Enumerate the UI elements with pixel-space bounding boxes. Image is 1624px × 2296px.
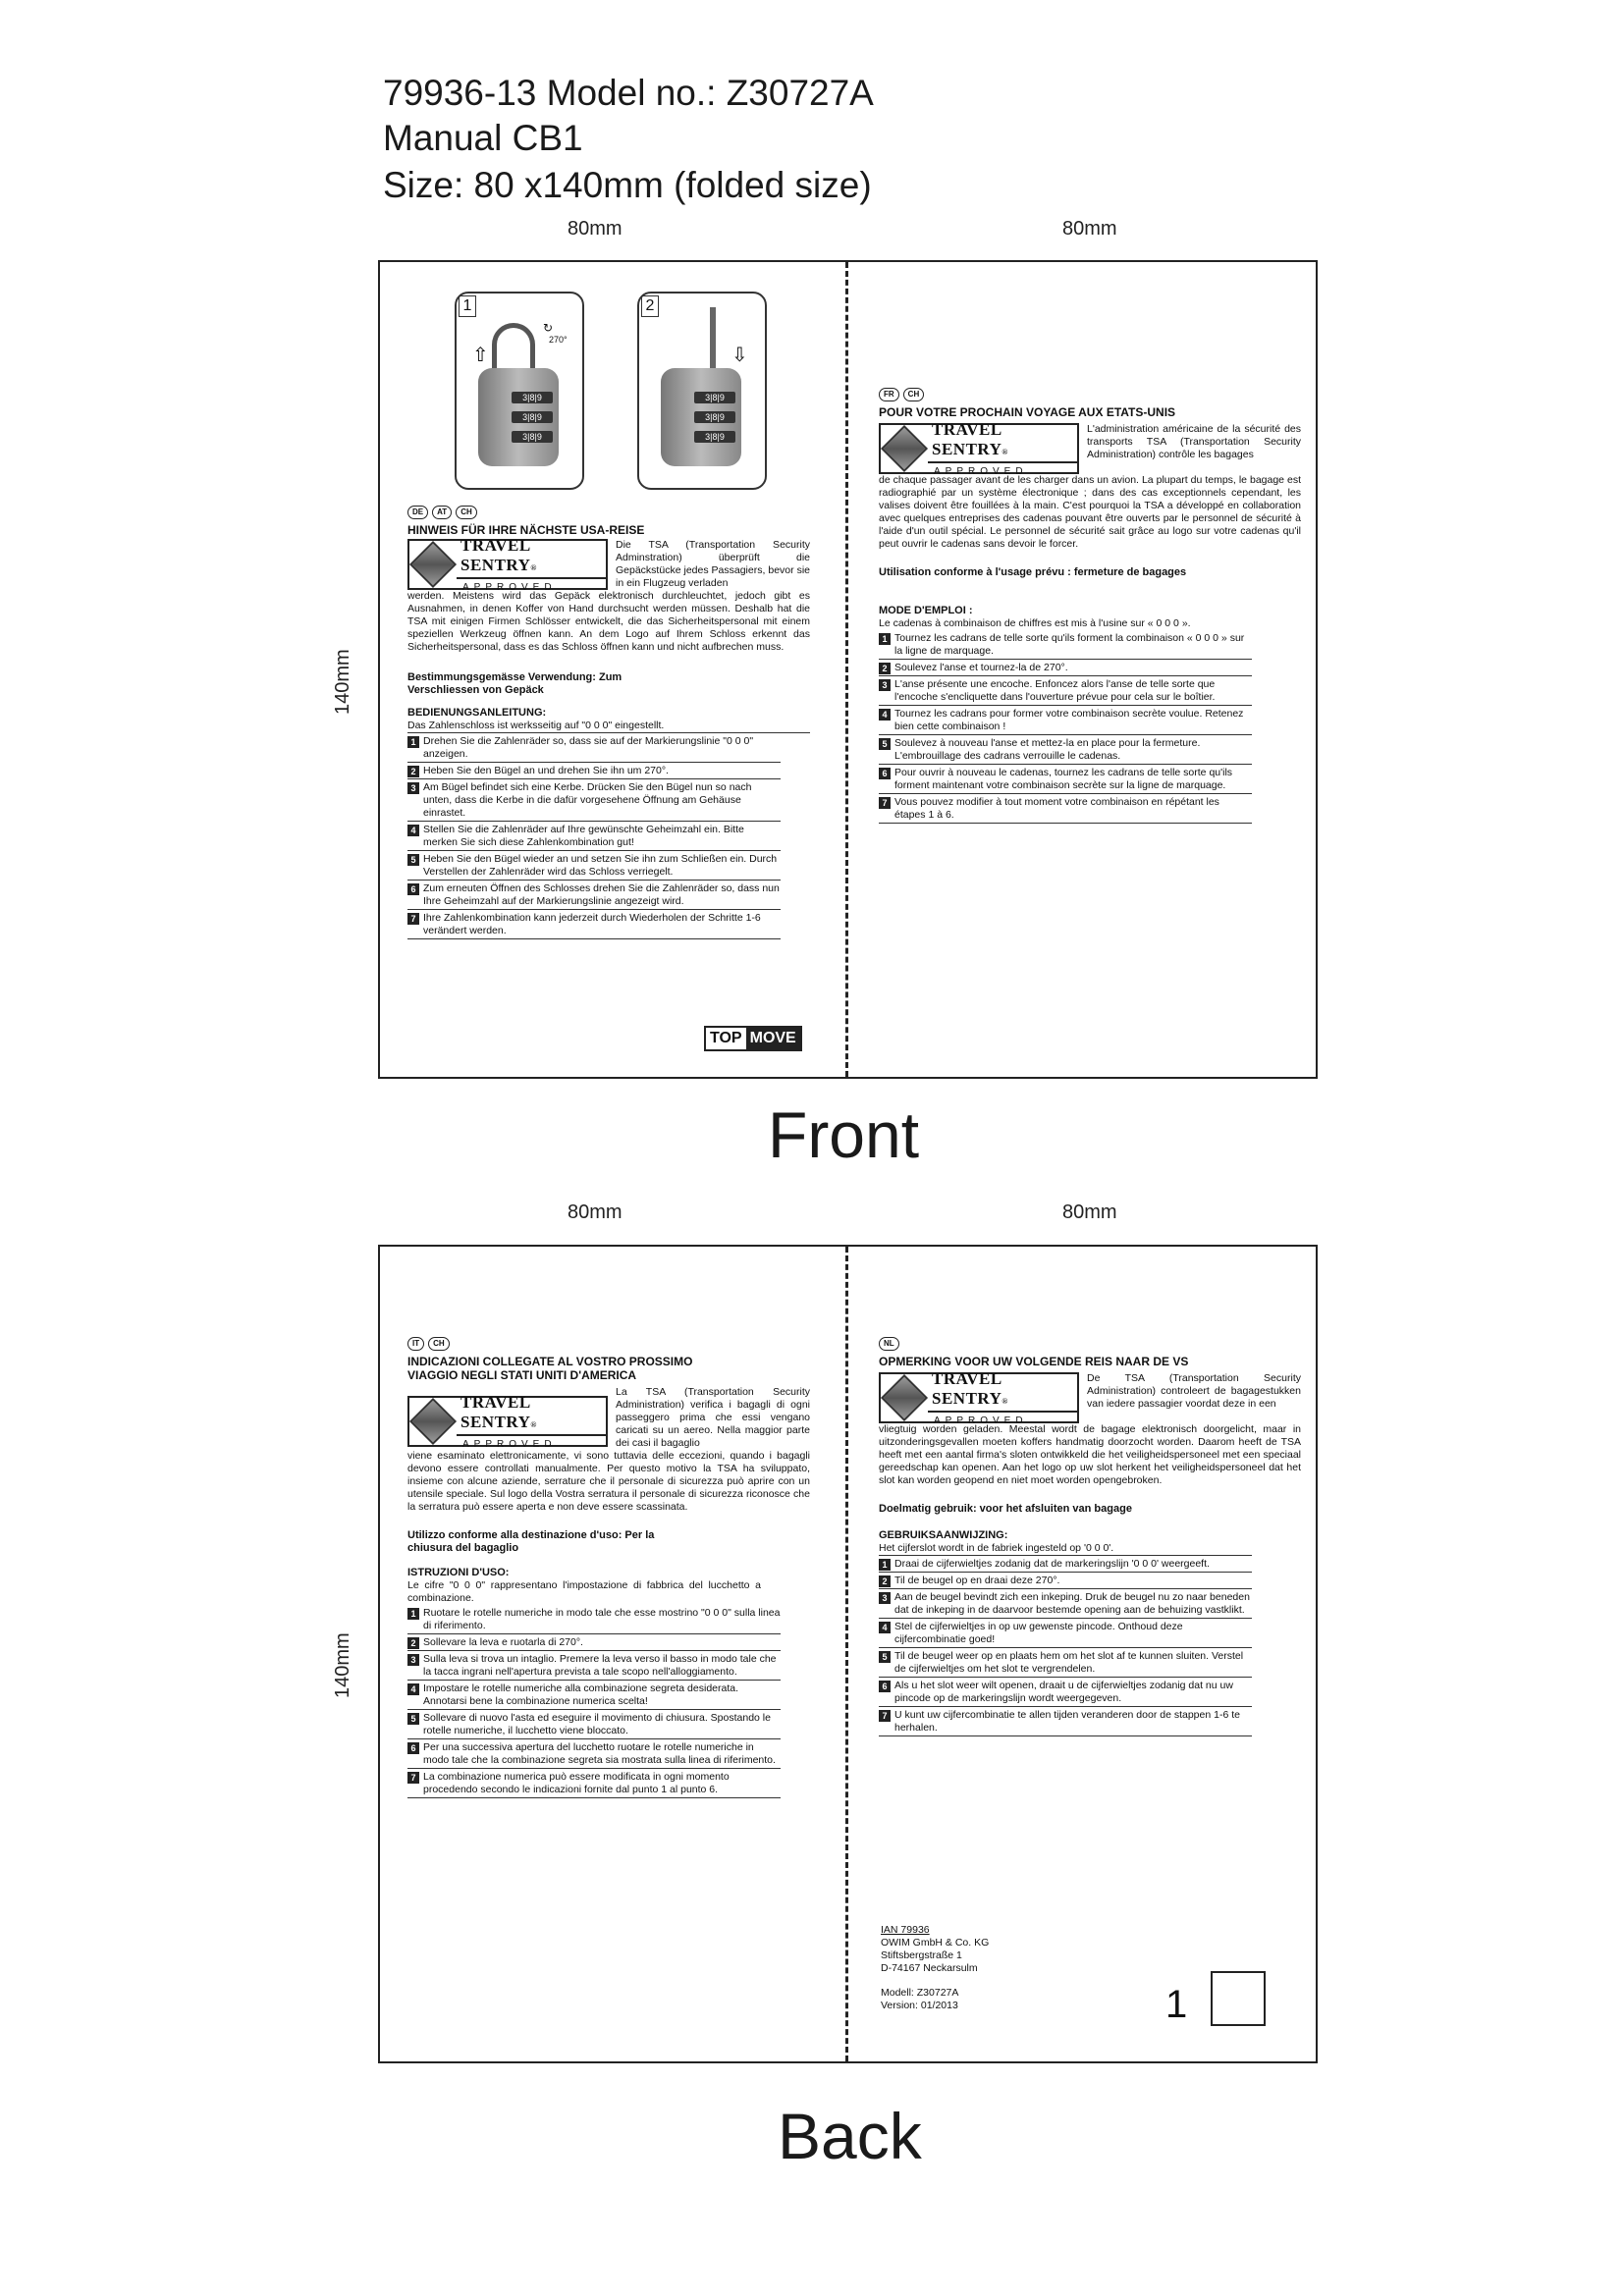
step-item: 5 Til de beugel weer op en plaats hem om het slot af te kunnen sluiten. Verstel de cijferwieltjes om het slot te vergrendelen.: [879, 1650, 1252, 1678]
travel-sentry-logo: [879, 419, 1079, 477]
step-item: 5 Heben Sie den Bügel wieder an und setzen Sie ihn zum Schließen ein. Durch Verstellen der Zahlenräder wird das Schloss verriegelt.: [407, 853, 781, 881]
travel-sentry-logo: [407, 535, 608, 593]
page-number: 1: [1165, 1983, 1188, 2026]
usage-text: Bestimmungsgemässe Verwendung: Zum Verschliessen von Gepäck: [407, 671, 623, 696]
figure-number: 2: [641, 295, 659, 317]
section-fr: [879, 388, 1301, 826]
steps-list: [879, 1558, 1252, 1736]
step-text: Ihre Zahlenkombination kann jederzeit durch Wiederholen der Schritte 1-6 verändert werden.: [423, 912, 761, 936]
step-text: Stel de cijferwieltjes in op uw gewenste pincode. Onthoud deze cijfercombinatie goed!: [894, 1621, 1183, 1645]
intro-body: de chaque passager avant de les charger dans un avion. La plupart du temps, le bagage est radiographié par un système électronique ; dans des cas exceptionnels cependant, les valises doivent être fouillées à la main. C'est pourquoi la TSA a développé en collaboration avec quelques entreprises des cadenas pouvant être ouverts par le personnel de sécurité à l'aide d'un outil spécial. Le personnel de sécurité sait grâce au logo sur votre cadenas qu'il peut ouvrir le cadenas sans devoir le forcer.: [879, 474, 1301, 550]
steps-list: [407, 1607, 781, 1798]
country-badge: IT: [407, 1337, 424, 1351]
section-it: [407, 1337, 810, 1800]
width-dim-right-back: 80mm: [1062, 1201, 1117, 1223]
logo-text: TRAVEL SENTRY: [460, 1392, 531, 1431]
steps-list: [407, 735, 781, 939]
logo-approved: APPROVED: [934, 465, 1028, 477]
step-text: Stellen Sie die Zahlenräder auf Ihre gewünschte Geheimzahl ein. Bitte merken Sie sich diese Zahlenkombination gut!: [423, 824, 744, 848]
width-dim-left-back: 80mm: [568, 1201, 623, 1223]
width-dim-left-front: 80mm: [568, 218, 623, 240]
step-item: 1 Tournez les cadrans de telle sorte qu'ils forment la combinaison « 0 0 0 » sur la ligne de marquage.: [879, 632, 1252, 660]
step-item: 2 Til de beugel op en draai deze 270°.: [879, 1575, 1252, 1589]
step-item: 4 Impostare le rotelle numeriche alla combinazione segreta desiderata. Annotarsi bene la combinazione numerica scelta!: [407, 1682, 781, 1710]
usage-text: Utilisation conforme à l'usage prévu : fermeture de bagages: [879, 566, 1187, 578]
figure-1: [455, 292, 584, 490]
logo-text: TRAVEL SENTRY: [932, 1368, 1002, 1408]
imprint-line: IAN 79936: [881, 1924, 930, 1936]
intro-right: L'administration américaine de la sécurité des transports TSA (Transportation Security Administration) contrôle les bagages: [1087, 423, 1301, 460]
instructions-title: MODE D'EMPLOI :: [879, 605, 973, 616]
arrow-up-icon: ⇧: [472, 345, 489, 366]
step-item: 6 Per una successiva apertura del lucchetto ruotare le rotelle numeriche in modo tale che la combinazione segreta sia mostrata sulla linea di riferimento.: [407, 1741, 781, 1769]
country-badge: AT: [432, 506, 452, 519]
intro-right: Die TSA (Transportation Security Adminstration) überprüft die Gepäckstücke jedes Passagiers, bevor sie in ein Flugzeug verladen: [616, 539, 810, 589]
country-badge: CH: [456, 506, 477, 519]
step-text: Aan de beugel bevindt zich een inkeping. Druk de beugel nu zo naar beneden dat de inkeping in de daarvoor bestemde opening aan de behuizing vastklikt.: [894, 1591, 1250, 1616]
step-item: 5 Soulevez à nouveau l'anse et mettez-la en place pour la fermeture. L'embrouillage des cadrans verrouille le cadenas.: [879, 737, 1252, 765]
step-text: Als u het slot weer wilt openen, draait u de cijferwieltjes zodanig dat nu uw pincode op de markeringslijn wordt weergegeven.: [894, 1680, 1233, 1704]
logo-mark: ®: [530, 1419, 537, 1429]
step-text: Soulevez l'anse et tournez-la de 270°.: [894, 662, 1068, 673]
angle-label: 270°: [549, 335, 568, 345]
step-text: Soulevez à nouveau l'anse et mettez-la en place pour la fermeture. L'embrouillage des cadrans verrouille le cadenas.: [894, 737, 1201, 762]
brand-move: MOVE: [746, 1028, 800, 1049]
logo-approved: APPROVED: [462, 581, 557, 593]
imprint: [881, 1924, 989, 2012]
step-text: Til de beugel weer op en plaats hem om het slot af te kunnen sluiten. Verstel de cijferwieltjes om het slot te vergrendelen.: [894, 1650, 1244, 1675]
step-text: Zum erneuten Öffnen des Schlosses drehen Sie die Zahlenräder so, dass nun Ihre Geheimzahl auf der Markierungslinie angezeigt wird.: [423, 882, 780, 907]
topmove-logo: [704, 1026, 802, 1051]
section-heading: POUR VOTRE PROCHAIN VOYAGE AUX ETATS-UNIS: [879, 405, 1176, 419]
country-flags: [407, 506, 810, 519]
section-de: [407, 506, 810, 941]
step-text: Heben Sie den Bügel wieder an und setzen Sie ihn zum Schließen ein. Durch Verstellen der Zahlenräder wird das Schloss verriegelt.: [423, 853, 778, 878]
height-dim-back: 140mm: [332, 1632, 353, 1698]
width-dim-right-front: 80mm: [1062, 218, 1117, 240]
model-text: Modell: Z30727A: [881, 1987, 959, 1999]
steps-list: [879, 632, 1252, 824]
shackle: [710, 307, 716, 376]
dial: 3|8|9: [694, 431, 735, 443]
figure-2: [637, 292, 767, 490]
step-text: Ruotare le rotelle numeriche in modo tale che esse mostrino "0 0 0" sulla linea di riferimento.: [423, 1607, 781, 1631]
logo-text: TRAVEL SENTRY: [460, 535, 531, 574]
step-item: 4 Tournez les cadrans pour former votre combinaison secrète voulue. Retenez bien cette combinaison !: [879, 708, 1252, 735]
dial: 3|8|9: [512, 411, 553, 423]
step-text: Am Bügel befindet sich eine Kerbe. Drücken Sie den Bügel nun so nach unten, dass die Kerbe in die dafür vorgesehene Öffnung am Gehäuse einrastet.: [423, 781, 752, 819]
step-text: Per una successiva apertura del lucchetto ruotare le rotelle numeriche in modo tale che la combinazione segreta sia mostrata sulla linea di riferimento.: [423, 1741, 776, 1766]
step-item: 6 Als u het slot weer wilt openen, draait u de cijferwieltjes zodanig dat nu uw pincode op de markeringslijn wordt weergegeven.: [879, 1680, 1252, 1707]
step-text: Impostare le rotelle numeriche alla combinazione segreta desiderata. Annotarsi bene la combinazione numerica scelta!: [423, 1682, 739, 1707]
section-heading: OPMERKING VOOR UW VOLGENDE REIS NAAR DE VS: [879, 1355, 1189, 1368]
step-item: 2 Sollevare la leva e ruotarla di 270°.: [407, 1636, 781, 1651]
dial: 3|8|9: [694, 392, 735, 403]
step-item: 2 Soulevez l'anse et tournez-la de 270°.: [879, 662, 1252, 676]
section-nl: [879, 1337, 1301, 1738]
imprint-line: D-74167 Neckarsulm: [881, 1962, 978, 1974]
arrow-down-icon: ⇩: [731, 345, 748, 366]
dial: 3|8|9: [512, 392, 553, 403]
step-item: 1 Draai de cijferwieltjes zodanig dat de markeringslijn '0 0 0' weergeeft.: [879, 1558, 1252, 1573]
back-title: Back: [778, 2100, 922, 2172]
instructions-title: GEBRUIKSAANWIJZING:: [879, 1529, 1008, 1541]
instructions-title: ISTRUZIONI D'USO:: [407, 1567, 510, 1578]
travel-sentry-logo: [407, 1392, 608, 1450]
step-text: Sollevare di nuovo l'asta ed eseguire il movimento di chiusura. Spostando le rotelle numeriche, il lucchetto viene bloccato.: [423, 1712, 771, 1736]
section-heading: INDICAZIONI COLLEGATE AL VOSTRO PROSSIMO VIAGGIO NEGLI STATI UNITI D'AMERICA: [407, 1355, 693, 1382]
step-item: 7 La combinazione numerica può essere modificata in ogni momento procedendo secondo le indicazioni fornite dal punto 1 al punto 6.: [407, 1771, 781, 1798]
step-item: 7 Ihre Zahlenkombination kann jederzeit durch Wiederholen der Schritte 1-6 verändert werden.: [407, 912, 781, 939]
step-text: Drehen Sie die Zahlenräder so, dass sie auf der Markierungslinie "0 0 0" anzeigen.: [423, 735, 754, 760]
front-sheet: [378, 260, 1318, 1079]
imprint-line: Stiftsbergstraße 1: [881, 1949, 962, 1961]
step-item: 4 Stel de cijferwieltjes in op uw gewenste pincode. Onthoud deze cijfercombinatie goed!: [879, 1621, 1252, 1648]
step-text: Pour ouvrir à nouveau le cadenas, tournez les cadrans de telle sorte qu'ils forment maintenant votre combinaison secrète sur la ligne de marquage.: [894, 767, 1233, 791]
fold-line: [845, 1247, 848, 2061]
logo-text: TRAVEL SENTRY: [932, 419, 1002, 458]
instructions-intro: Le cifre "0 0 0" rappresentano l'impostazione di fabbrica del lucchetto a combinazione.: [407, 1579, 761, 1604]
back-sheet: [378, 1245, 1318, 2063]
step-text: La combinazione numerica può essere modificata in ogni momento procedendo secondo le indicazioni fornite dal punto 1 al punto 6.: [423, 1771, 730, 1795]
country-badge: FR: [879, 388, 899, 401]
step-item: 2 Heben Sie den Bügel an und drehen Sie ihn um 270°.: [407, 765, 781, 779]
logo-mark: ®: [530, 562, 537, 572]
step-item: 6 Zum erneuten Öffnen des Schlosses drehen Sie die Zahlenräder so, dass nun Ihre Geheimzahl auf der Markierungslinie angezeigt wird.: [407, 882, 781, 910]
step-text: Til de beugel op en draai deze 270°.: [894, 1575, 1060, 1586]
instructions-title: BEDIENUNGSANLEITUNG:: [407, 707, 547, 719]
step-text: Draai de cijferwieltjes zodanig dat de markeringslijn '0 0 0' weergeeft.: [894, 1558, 1210, 1570]
step-text: U kunt uw cijfercombinatie te allen tijden veranderen door de stappen 1-6 te herhalen.: [894, 1709, 1240, 1734]
section-heading: HINWEIS FÜR IHRE NÄCHSTE USA-REISE: [407, 523, 645, 537]
step-text: Vous pouvez modifier à tout moment votre combinaison en répétant les étapes 1 à 6.: [894, 796, 1219, 821]
page-number-box: [1211, 1971, 1266, 2026]
intro-body: vliegtuig worden geladen. Meestal wordt de bagage elektronisch doorgelicht, maar in uitzonderingsgevallen moeten koffers handmatig doorzocht worden. Daarom heeft de TSA heeft met een aantal firma's sloten ontwikkeld die het veiligheidspersoneel met een speciaal gereedschap kan openen. Aan het logo op uw slot herkent het veiligheidspersoneel dat het slot kan worden geopend en niet moet worden opengebroken.: [879, 1423, 1301, 1486]
step-item: 3 Sulla leva si trova un intaglio. Premere la leva verso il basso in modo tale che la tacca ingrani nell'apertura prevista a tale scopo nell'alloggiamento.: [407, 1653, 781, 1681]
step-text: Heben Sie den Bügel an und drehen Sie ihn um 270°.: [423, 765, 669, 776]
dial: 3|8|9: [512, 431, 553, 443]
dial: 3|8|9: [694, 411, 735, 423]
intro-right: De TSA (Transportation Security Administration) controleert de bagagestukken van iedere passagier voordat deze in een: [1087, 1372, 1301, 1410]
travel-sentry-icon: [881, 426, 928, 471]
country-flags: [407, 1337, 810, 1351]
step-item: 5 Sollevare di nuovo l'asta ed eseguire il movimento di chiusura. Spostando le rotelle numeriche, il lucchetto viene bloccato.: [407, 1712, 781, 1739]
intro-right: La TSA (Transportation Security Administration) verifica i bagagli di ogni passeggero prima che essi vengano caricati su un aereo. Nella maggior parte dei casi il bagaglio: [616, 1386, 810, 1449]
travel-sentry-icon: [409, 1399, 457, 1444]
usage-text: Doelmatig gebruik: voor het afsluiten van bagage: [879, 1503, 1132, 1515]
step-item: 3 L'anse présente une encoche. Enfoncez alors l'anse de telle sorte que l'encoche s'encliquette dans l'ouverture prévue pour cela sur le boîtier.: [879, 678, 1252, 706]
step-item: 7 U kunt uw cijfercombinatie te allen tijden veranderen door de stappen 1-6 te herhalen.: [879, 1709, 1252, 1736]
step-item: 1 Ruotare le rotelle numeriche in modo tale che esse mostrino "0 0 0" sulla linea di riferimento.: [407, 1607, 781, 1634]
instructions-intro: Das Zahlenschloss ist werksseitig auf "0 0 0" eingestellt.: [407, 720, 810, 733]
step-text: Sollevare la leva e ruotarla di 270°.: [423, 1636, 583, 1648]
front-title: Front: [768, 1098, 920, 1171]
version-text: Version: 01/2013: [881, 2000, 958, 2011]
country-flags: [879, 1337, 1301, 1351]
country-badge: CH: [903, 388, 925, 401]
step-item: 3 Am Bügel befindet sich eine Kerbe. Drücken Sie den Bügel nun so nach unten, dass die Kerbe in die dafür vorgesehene Öffnung am Gehäuse einrastet.: [407, 781, 781, 822]
logo-approved: APPROVED: [934, 1415, 1028, 1426]
instructions-intro: Het cijferslot wordt in de fabriek ingesteld op '0 0 0'.: [879, 1542, 1252, 1556]
travel-sentry-logo: [879, 1368, 1079, 1426]
figure-number: 1: [459, 295, 476, 317]
logo-approved: APPROVED: [462, 1438, 557, 1450]
country-badge: NL: [879, 1337, 899, 1351]
step-text: L'anse présente une encoche. Enfoncez alors l'anse de telle sorte que l'encoche s'encliquette dans l'ouverture prévue pour cela sur le boîtier.: [894, 678, 1216, 703]
country-badge: CH: [428, 1337, 450, 1351]
step-item: 1 Drehen Sie die Zahlenräder so, dass sie auf der Markierungslinie "0 0 0" anzeigen.: [407, 735, 781, 763]
step-text: Tournez les cadrans de telle sorte qu'ils forment la combinaison « 0 0 0 » sur la ligne de marquage.: [894, 632, 1245, 657]
header-line-2: Manual CB1: [383, 118, 583, 158]
step-item: 4 Stellen Sie die Zahlenräder auf Ihre gewünschte Geheimzahl ein. Bitte merken Sie sich diese Zahlenkombination gut!: [407, 824, 781, 851]
step-item: 7 Vous pouvez modifier à tout moment votre combinaison en répétant les étapes 1 à 6.: [879, 796, 1252, 824]
country-flags: [879, 388, 1301, 401]
instructions-intro: Le cadenas à combinaison de chiffres est mis à l'usine sur « 0 0 0 ».: [879, 617, 1191, 629]
logo-mark: ®: [1001, 1396, 1008, 1406]
intro-body: werden. Meistens wird das Gepäck elektronisch durchleuchtet, jedoch gibt es Ausnahmen, in denen Koffer von Hand durchsucht werden müssen. Deshalb hat die TSA mit einigen Firmen Schlösser entwickelt, die das Sicherheitspersonal mit einem speziellen Werkzeug öffnen kann. An dem Logo auf Ihrem Schloss erkennt das Sicherheitspersonal, dass es das Schloss öffnen kann und nicht aufbrechen muss.: [407, 590, 810, 653]
header-line-1: 79936-13 Model no.: Z30727A: [383, 73, 874, 113]
usage-text: Utilizzo conforme alla destinazione d'uso: Per la chiusura del bagaglio: [407, 1529, 655, 1554]
travel-sentry-icon: [409, 542, 457, 587]
brand-top: TOP: [706, 1028, 746, 1049]
travel-sentry-icon: [881, 1375, 928, 1420]
height-dim-front: 140mm: [332, 649, 353, 715]
step-item: 6 Pour ouvrir à nouveau le cadenas, tournez les cadrans de telle sorte qu'ils forment maintenant votre combinaison secrète sur la ligne de marquage.: [879, 767, 1252, 794]
logo-mark: ®: [1001, 447, 1008, 456]
country-badge: DE: [407, 506, 428, 519]
step-text: Sulla leva si trova un intaglio. Premere la leva verso il basso in modo tale che la tacca ingrani nell'apertura prevista a tale scopo nell'alloggiamento.: [423, 1653, 777, 1678]
step-text: Tournez les cadrans pour former votre combinaison secrète voulue. Retenez bien cette combinaison !: [894, 708, 1244, 732]
step-item: 3 Aan de beugel bevindt zich een inkeping. Druk de beugel nu zo naar beneden dat de inkeping in de daarvoor bestemde opening aan de behuizing vastklikt.: [879, 1591, 1252, 1619]
header-line-3: Size: 80 x140mm (folded size): [383, 165, 872, 205]
intro-body: viene esaminato elettronicamente, vi sono tuttavia delle eccezioni, quando i bagagli devono essere controllati manualmente. Per questo motivo la TSA ha sviluppato, insieme con alcune aziende, serrature che il personale di sicurezza può aprire con un utensile speciale. Sul logo della Vostra serratura il personale di sicurezza riconosce che la serratura può essere aperta e non deve essere scassinata.: [407, 1450, 810, 1513]
rotate-icon: ↻: [543, 321, 554, 335]
fold-line: [845, 262, 848, 1077]
imprint-line: OWIM GmbH & Co. KG: [881, 1937, 990, 1949]
